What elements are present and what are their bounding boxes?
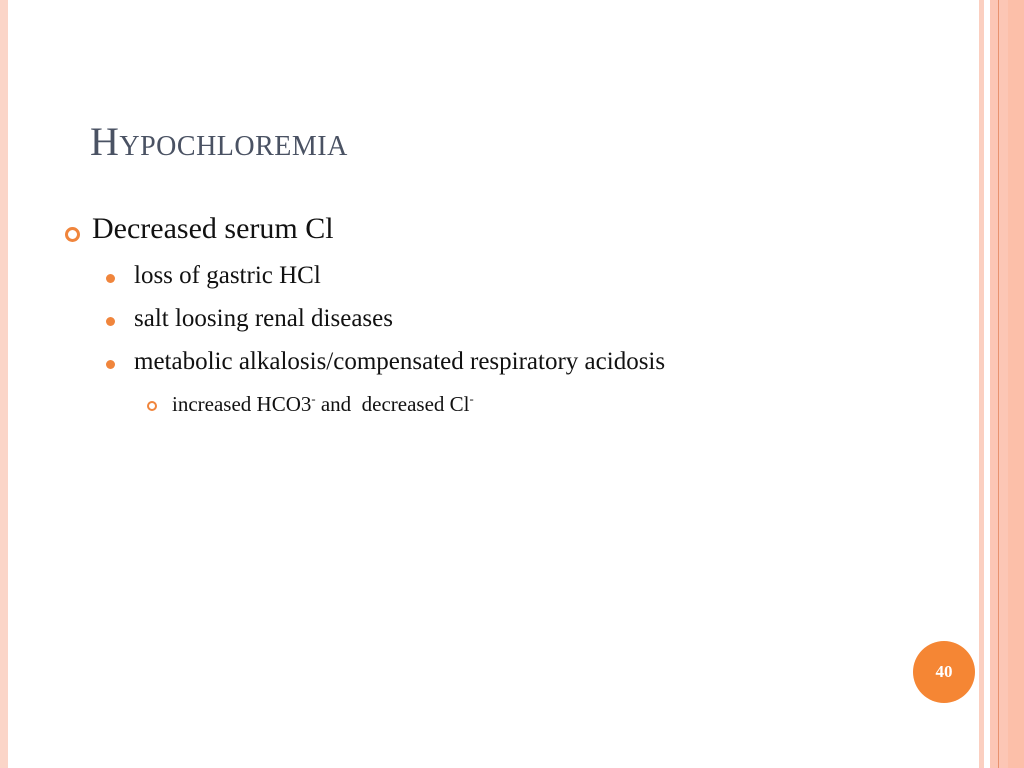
bullet-main: Decreased serum Cl xyxy=(92,212,334,245)
superscript: - xyxy=(469,392,474,406)
right-stripe-outer xyxy=(1008,0,1024,768)
right-line xyxy=(998,0,999,768)
sub-bullet: metabolic alkalosis/compensated respiratory acidosis xyxy=(134,348,666,375)
ring-bullet-icon xyxy=(65,227,80,242)
slide-number: 40 xyxy=(913,641,975,703)
text: increased HCO3 xyxy=(172,392,312,416)
dot-bullet-icon xyxy=(106,360,115,369)
dot-bullet-icon xyxy=(106,274,115,283)
dot-bullet-icon xyxy=(106,317,115,326)
slide-title: Hypochloremia xyxy=(90,119,348,164)
ring-bullet-icon xyxy=(147,401,157,411)
right-stripe xyxy=(979,0,984,768)
sub-bullet: salt loosing renal diseases xyxy=(134,305,393,332)
text: and decreased Cl xyxy=(315,392,470,416)
sub-sub-bullet xyxy=(172,392,474,417)
left-border xyxy=(0,0,8,768)
sub-bullet: loss of gastric HCl xyxy=(134,262,321,289)
superscript: - xyxy=(311,392,316,406)
